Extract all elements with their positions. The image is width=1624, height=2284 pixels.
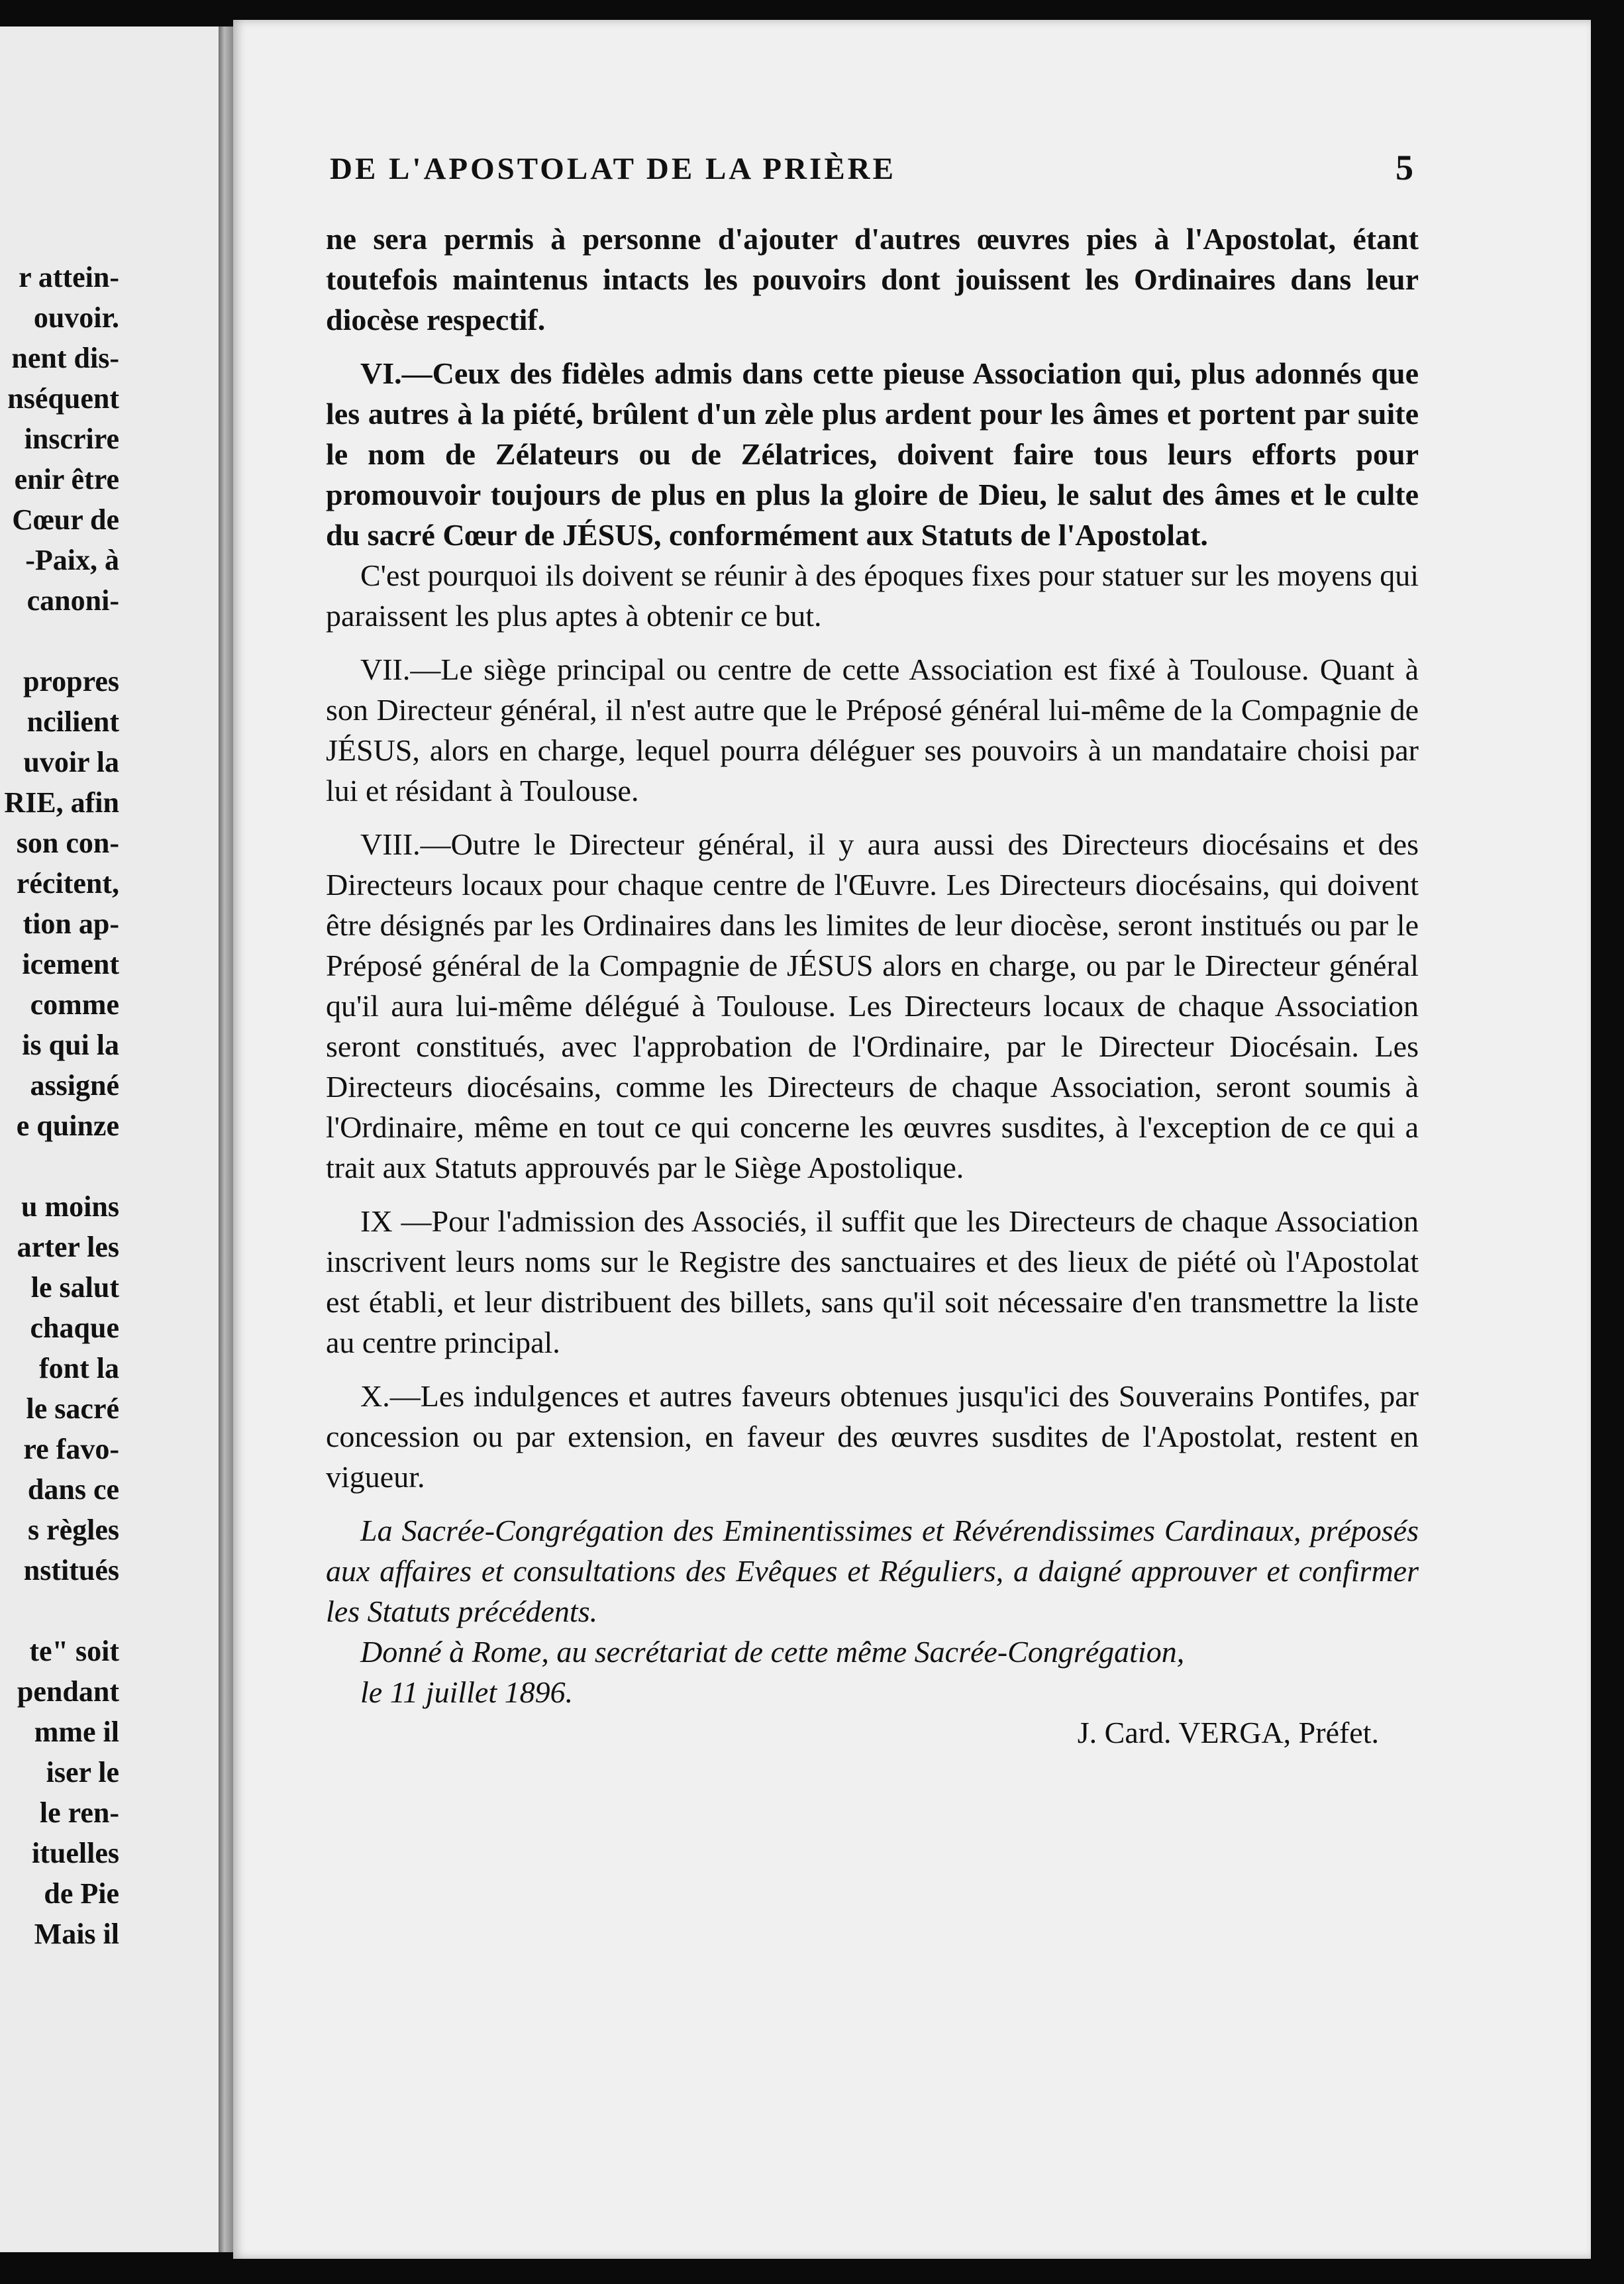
left-page-line: arter les	[17, 1231, 119, 1263]
left-page-line: son con-	[16, 827, 119, 859]
left-page-line	[4, 1146, 119, 1186]
left-page-line: re favo-	[23, 1433, 119, 1465]
approval-statement: La Sacrée-Congrégation des Eminentissimes et Révérendissimes Cardinaux, préposés aux affaires et consultations des Evêques et Réguliers, a daigné approuver et confirmer les Statuts précédents.	[326, 1514, 1419, 1628]
left-page-line	[4, 621, 119, 661]
left-page-line: icement	[22, 948, 119, 980]
left-page-line	[4, 1590, 119, 1631]
left-page-line: Cœur de	[12, 503, 119, 536]
left-page-line: comme	[30, 988, 119, 1021]
left-page-line: te" soit	[29, 1635, 119, 1667]
article-ix: IX —Pour l'admission des Associés, il suffit que les Directeurs de chaque Association inscrivent leurs noms sur le Registre des sanctuaires et des lieux de piété où l'Apostolat est établi, et leur distribuent des billets, sans qu'il soit nécessaire d'en transmettre la liste au centre principal.	[326, 1204, 1419, 1359]
left-page-line: RIE, afin	[4, 786, 119, 819]
left-page-line: chaque	[30, 1312, 119, 1344]
paragraph-continuation: ne sera permis à personne d'ajouter d'autres œuvres pies à l'Apostolat, étant toutefois maintenus intacts les pouvoirs dont jouissent les Ordinaires dans leur diocèse respectif.	[326, 222, 1419, 337]
left-page-line: nstitués	[23, 1554, 119, 1586]
left-page-line: inscrire	[24, 423, 119, 455]
left-page-line: s règles	[27, 1514, 119, 1546]
left-page-line: -Paix, à	[25, 544, 119, 576]
page-number: 5	[1396, 148, 1416, 187]
left-page-line: iser le	[46, 1756, 119, 1789]
left-page-line: enir être	[14, 463, 119, 495]
left-page-line: pendant	[17, 1675, 119, 1708]
left-page-line: canoni-	[26, 584, 119, 617]
left-page-line: r attein-	[19, 261, 119, 293]
left-page-line: ncilient	[26, 705, 119, 738]
left-page-line: le sacré	[26, 1392, 119, 1425]
left-page-line: dans ce	[27, 1473, 119, 1506]
given-at-rome: Donné à Rome, au secrétariat de cette même Sacrée-Congrégation,	[360, 1635, 1185, 1669]
left-page-line: mme il	[34, 1716, 119, 1748]
left-page-line: nent dis-	[11, 342, 119, 374]
left-page-line: nséquent	[7, 382, 119, 415]
left-facing-page	[0, 26, 219, 2252]
left-page-text	[4, 257, 119, 1954]
left-page-line: ituelles	[32, 1837, 119, 1869]
book-gutter	[219, 26, 233, 2252]
article-vi: VI.—Ceux des fidèles admis dans cette pieuse Association qui, plus adonnés que les autres à la piété, brûlent d'un zèle plus ardent pour les âmes et portent par suite le nom de Zélateurs ou de Zélatrices, doivent faire tous leurs efforts pour promouvoir toujours de plus en plus la gloire de Dieu, le salut des âmes et le culte du sacré Cœur de JÉSUS, conformément aux Statuts de l'Apostolat.	[326, 356, 1419, 552]
left-page-line: uvoir la	[23, 746, 119, 778]
body-text	[326, 219, 1419, 1753]
left-page-line: tion ap-	[23, 908, 119, 940]
signature: J. Card. VERGA, Préfet.	[1077, 1716, 1379, 1749]
article-vi-continued: C'est pourquoi ils doivent se réunir à des époques fixes pour statuer sur les moyens qui paraissent les plus aptes à obtenir ce but.	[326, 558, 1419, 633]
running-title: DE L'APOSTOLAT DE LA PRIÈRE	[330, 152, 896, 186]
left-page-line: font la	[39, 1352, 119, 1384]
left-page-line: assigné	[30, 1069, 119, 1102]
article-viii: VIII.—Outre le Directeur général, il y aura aussi des Directeurs diocésains et des Directeurs locaux pour chaque centre de l'Œuvre. Les Directeurs diocésains, qui doivent être désignés par les Ordinaires dans les limites de leur diocèse, seront institués ou par le Préposé général de la Compagnie de JÉSUS alors en charge, ou par le Directeur général qu'il aura lui-même délégué à Toulouse. Les Directeurs locaux de chaque Association seront constitués, avec l'approbation de l'Ordinaire, par le Directeur Diocésain. Les Directeurs diocésains, comme les Directeurs de chaque Association, seront soumis à l'Ordinaire, même en tout ce qui concerne les œuvres susdites, à l'exception de ce qui a trait aux Statuts approuvés par le Siège Apostolique.	[326, 827, 1419, 1184]
left-page-line: is qui la	[22, 1029, 119, 1061]
left-page-line: récitent,	[16, 867, 119, 900]
date-line: le 11 juillet 1896.	[360, 1675, 574, 1709]
left-page-line: le ren-	[39, 1796, 119, 1829]
left-page-line: Mais il	[34, 1918, 119, 1950]
left-page-line: de Pie	[44, 1877, 119, 1910]
left-page-line: propres	[23, 665, 119, 698]
article-vii: VII.—Le siège principal ou centre de cette Association est fixé à Toulouse. Quant à son Directeur général, il n'est autre que le Préposé général lui-même de la Compagnie de JÉSUS, alors en charge, lequel pourra déléguer ses pouvoirs à un mandataire choisi par lui et résidant à Toulouse.	[326, 652, 1419, 807]
left-page-line: ouvoir.	[33, 301, 119, 334]
article-x: X.—Les indulgences et autres faveurs obtenues jusqu'ici des Souverains Pontifes, par concession ou par extension, en faveur des œuvres susdites de l'Apostolat, restent en vigueur.	[326, 1379, 1419, 1494]
left-page-line: u moins	[21, 1190, 119, 1223]
left-page-line: e quinze	[16, 1110, 119, 1142]
left-page-line: le salut	[30, 1271, 119, 1304]
